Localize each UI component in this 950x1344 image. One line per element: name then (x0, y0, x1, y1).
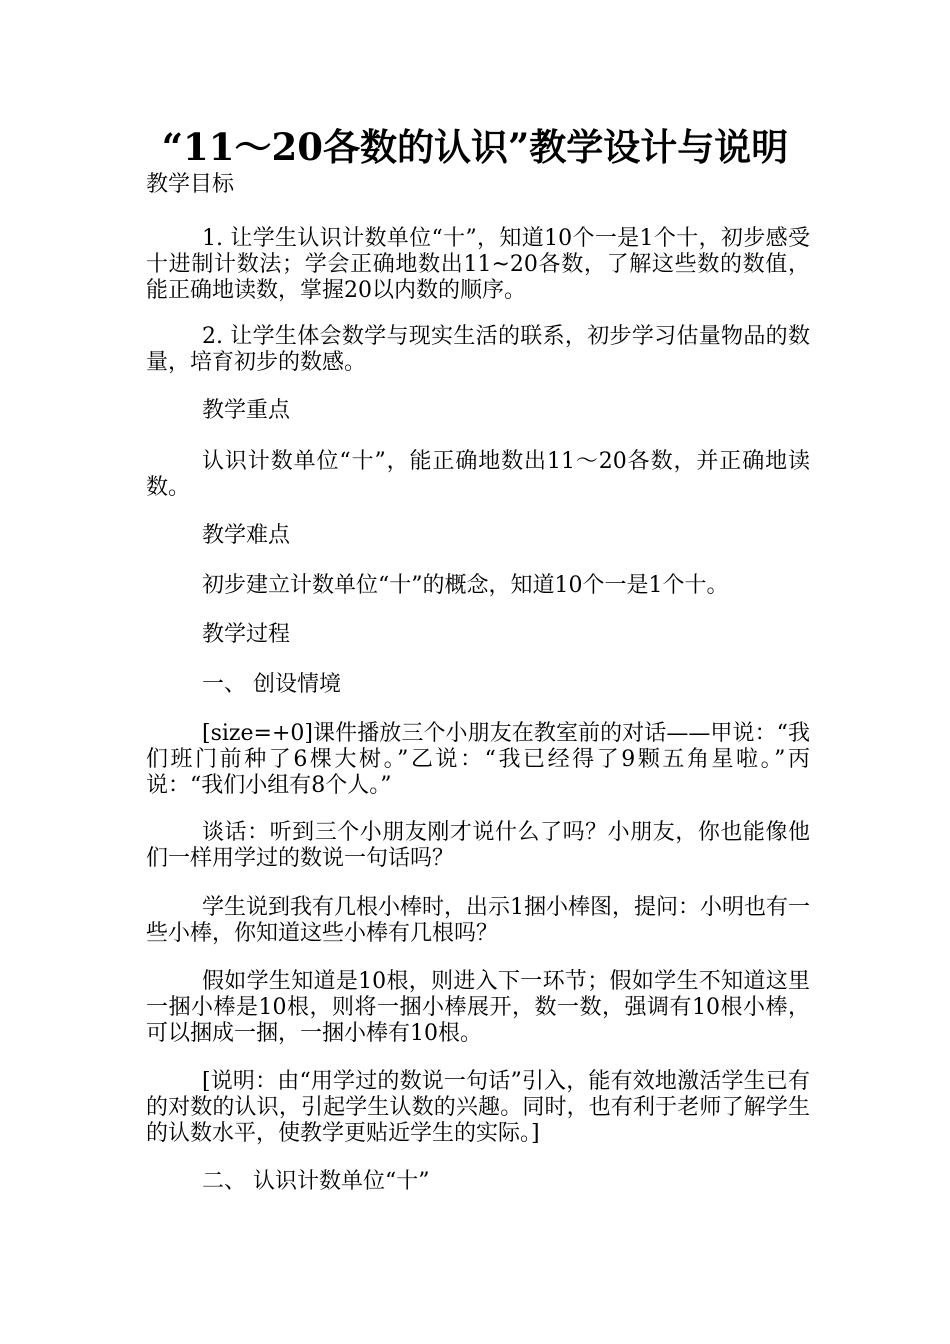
difficulties-paragraph: 初步建立计数单位“十”的概念，知道10个一是1个十。 (202, 573, 729, 598)
section-heading-difficulties: 教学难点 (202, 523, 291, 548)
step-1-heading: 一、 创设情境 (202, 672, 341, 697)
document-title: “11～20各数的认识”教学设计与说明 (161, 125, 789, 169)
goal-paragraph-1: 1. 让学生认识计数单位“十”，知道10个一是1个十，初步感受十进制计数法；学会正确地数出11~20各数，了解这些数的数值，能正确地读数，掌握20以内数的顺序。 (146, 226, 810, 303)
goal-paragraph-2: 2. 让学生体会数学与现实生活的联系，初步学习估量物品的数量，培育初步的数感。 (146, 324, 810, 375)
step-1-explanation-note: [说明：由“用学过的数说一句话”引入，能有效地激活学生已有的对数的认识，引起学生认数的兴趣。同时，也有利于老师了解学生的认数水平，使教学更贴近学生的实际。] (146, 1069, 810, 1146)
step-1-paragraph-bundle: 假如学生知道是10根，则进入下一环节；假如学生不知道这里一捆小棒是10根，则将一捆小棒展开，数一数，强调有10根小棒，可以捆成一捆，一捆小棒有10根。 (146, 969, 810, 1046)
key-points-paragraph: 认识计数单位“十”，能正确地数出11～20各数，并正确地读数。 (146, 449, 810, 500)
section-heading-process: 教学过程 (202, 622, 291, 647)
step-1-paragraph-dialogue: [size=+0]课件播放三个小朋友在教室前的对话——甲说：“我们班门前种了6棵大树。”乙说：“我已经得了9颗五角星啦。”丙说：“我们小组有8个人。” (146, 721, 810, 798)
section-heading-key-points: 教学重点 (202, 398, 291, 423)
section-heading-goals: 教学目标 (146, 172, 235, 197)
step-2-heading: 二、 认识计数单位“十” (202, 1169, 430, 1194)
step-1-paragraph-talk: 谈话：听到三个小朋友刚才说什么了吗？小朋友，你也能像他们一样用学过的数说一句话吗？ (146, 820, 810, 871)
step-1-paragraph-sticks: 学生说到我有几根小棒时，出示1捆小棒图，提问：小明也有一些小棒，你知道这些小棒有几根吗？ (146, 895, 810, 946)
